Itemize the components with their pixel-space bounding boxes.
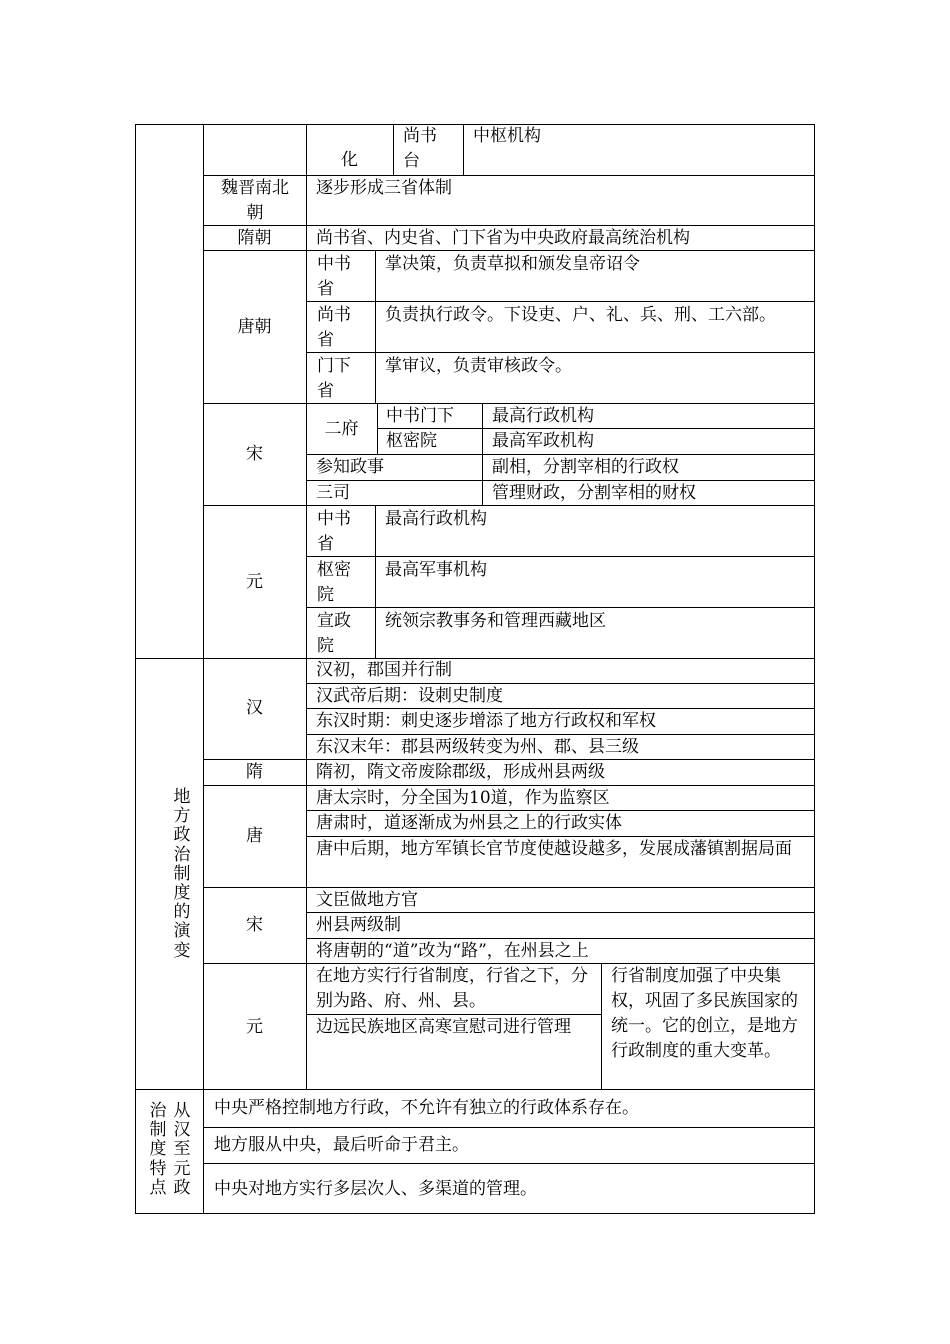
section-label-features-col2: 治制度特点 [149, 1101, 167, 1198]
tang-office-desc: 掌审议，负责审核政令。 [385, 356, 572, 376]
han-row: 东汉末年：郡县两级转变为州、郡、县三级 [316, 737, 639, 757]
era-sui: 隋朝 [237, 228, 272, 248]
tang-office-desc: 负责执行政令。下设吏、户、礼、兵、刑、工六部。 [385, 305, 776, 325]
song-office-desc: 副相，分割宰相的行政权 [492, 457, 679, 477]
han-row: 汉武帝后期：设刺史制度 [316, 686, 503, 706]
cell-top-shangshutai: 尚书台 [403, 126, 437, 171]
song-office-desc: 最高行政机构 [492, 406, 594, 426]
tang-office-name: 尚书省 [317, 305, 351, 350]
tang-local-row: 唐肃时，道逐渐成为州县之上的行政实体 [316, 813, 622, 833]
era-tang: 唐朝 [237, 317, 272, 337]
yuan-office-name: 中书省 [317, 509, 351, 554]
era-sui-local: 隋 [246, 762, 263, 782]
feature-row: 中央对地方实行多层次人、多渠道的管理。 [214, 1179, 537, 1199]
yuan-office-name: 枢密院 [317, 560, 351, 605]
section-label-features-col1: 从汉至元政 [173, 1101, 191, 1198]
era-han: 汉 [246, 698, 263, 718]
yuan-local-row: 在地方实行行省制度，行省之下，分别为路、府、州、县。 [316, 966, 588, 1011]
era-song-local: 宋 [246, 915, 263, 935]
song-office-desc: 最高军政机构 [492, 431, 594, 451]
sui-row: 隋初，隋文帝废除郡级，形成州县两级 [316, 762, 605, 782]
han-row: 东汉时期：刺史逐步增添了地方行政权和军权 [316, 711, 656, 731]
song-erfu: 二府 [324, 419, 359, 439]
song-local-row: 州县两级制 [316, 915, 401, 935]
era-weijin: 魏晋南北朝 [221, 178, 289, 223]
era-song-central: 宋 [246, 444, 263, 464]
tang-local-row: 唐中后期，地方军镇长官节度使越设越多，发展成藩镇割据局面 [316, 839, 792, 859]
yuan-local-row: 边远民族地区高寒宣慰司进行管理 [316, 1017, 571, 1037]
song-office-name: 三司 [316, 483, 350, 503]
yuan-office-desc: 最高行政机构 [385, 509, 487, 529]
feature-row: 地方服从中央，最后听命于君主。 [214, 1135, 469, 1155]
han-row: 汉初，郡国并行制 [316, 660, 452, 680]
yuan-office-desc: 最高军事机构 [385, 560, 487, 580]
central-weijin-text: 逐步形成三省体制 [316, 178, 452, 198]
song-local-row: 文臣做地方官 [316, 890, 418, 910]
tang-office-name: 中书省 [317, 254, 351, 299]
central-sui-text: 尚书省、内史省、门下省为中央政府最高统治机构 [316, 228, 690, 248]
feature-row: 中央严格控制地方行政，不允许有独立的行政体系存在。 [214, 1098, 639, 1118]
cell-top-zhongshu: 中枢机构 [473, 126, 541, 146]
song-local-row: 将唐朝的“道”改为“路”，在州县之上 [316, 941, 589, 961]
tang-office-desc: 掌决策，负责草拟和颁发皇帝诏令 [385, 254, 640, 274]
cell-top-fragment: 化 [341, 150, 358, 170]
era-tang-local: 唐 [246, 826, 263, 846]
yuan-office-desc: 统领宗教事务和管理西藏地区 [385, 611, 606, 631]
song-office-name: 中书门下 [386, 406, 454, 426]
yuan-local-note: 行省制度加强了中央集权，巩固了多民族国家的统一。它的创立，是地方行政制度的重大变革。 [611, 966, 798, 1061]
song-office-name: 枢密院 [386, 431, 437, 451]
tang-local-row: 唐太宗时，分全国为10道，作为监察区 [316, 788, 610, 808]
song-office-desc: 管理财政，分割宰相的财权 [492, 483, 696, 503]
song-office-name: 参知政事 [316, 457, 384, 477]
tang-office-name: 门下省 [317, 356, 351, 401]
era-yuan-central: 元 [246, 572, 263, 592]
era-yuan-local: 元 [246, 1017, 263, 1037]
section-label-local: 地方政治制度的演变 [173, 787, 191, 961]
yuan-office-name: 宣政院 [317, 611, 351, 656]
